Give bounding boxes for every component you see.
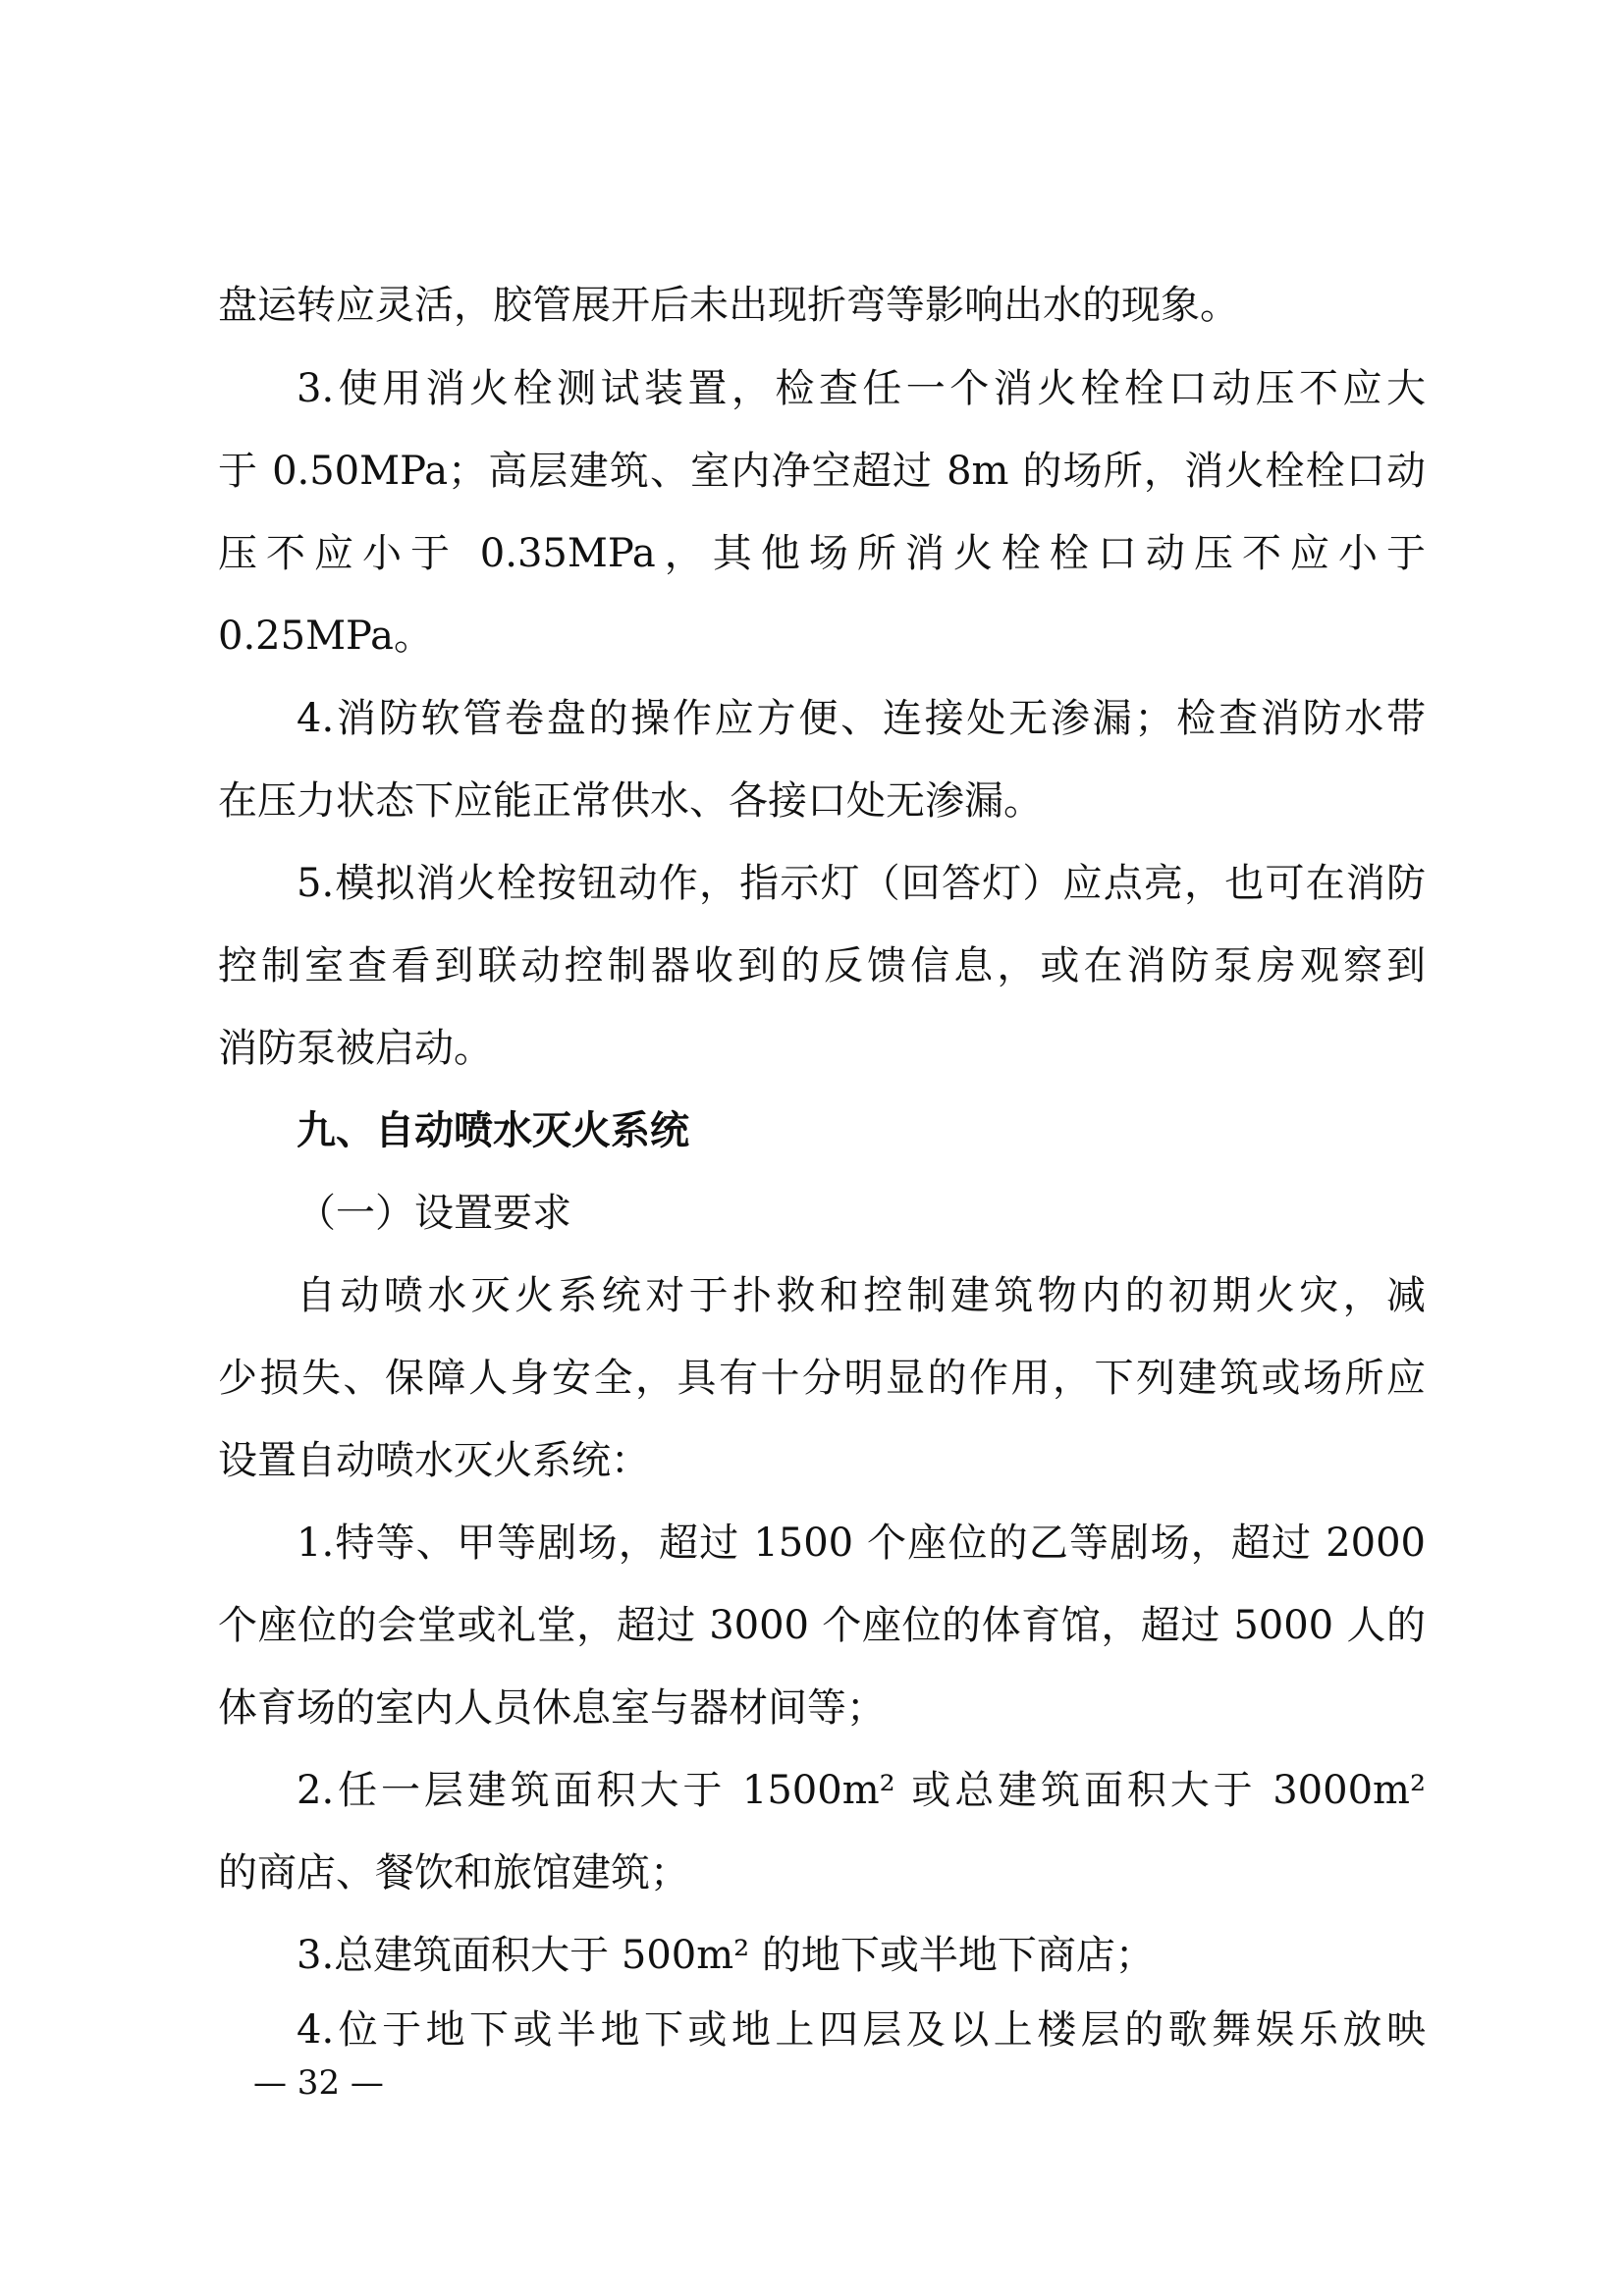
- body-text-line: 设置自动喷水灭火系统：: [218, 1438, 650, 1483]
- body-text-line: 0.25MPa。: [218, 614, 433, 659]
- body-text-line: 3.使用消火栓测试装置，检查任一个消火栓栓口动压不应大: [297, 366, 1426, 411]
- body-text-line: 3.总建筑面积大于 500m² 的地下或半地下商店；: [297, 1933, 1155, 1978]
- body-text-line: 1.特等、甲等剧场，超过 1500 个座位的乙等剧场，超过 2000: [297, 1521, 1426, 1566]
- body-text-line: 2.任一层建筑面积大于 1500m² 或总建筑面积大于 3000m²: [297, 1768, 1426, 1813]
- body-text-line: 控制室查看到联动控制器收到的反馈信息，或在消防泵房观察到: [218, 943, 1426, 988]
- section-heading: 九、自动喷水灭火系统: [297, 1108, 689, 1153]
- subsection-heading: （一）设置要求: [297, 1191, 571, 1236]
- body-text-line: 消防泵被启动。: [218, 1026, 493, 1071]
- body-text-line: 4.位于地下或半地下或地上四层及以上楼层的歌舞娱乐放映: [297, 2007, 1426, 2053]
- body-text-line: 的商店、餐饮和旅馆建筑；: [218, 1850, 689, 1896]
- body-text-line: 少损失、保障人身安全，具有十分明显的作用，下列建筑或场所应: [218, 1356, 1426, 1401]
- body-text-line: 个座位的会堂或礼堂，超过 3000 个座位的体育馆，超过 5000 人的: [218, 1603, 1426, 1648]
- body-text-line: 压不应小于 0.35MPa，其他场所消火栓栓口动压不应小于: [218, 531, 1426, 576]
- body-text-line: 在压力状态下应能正常供水、各接口处无渗漏。: [218, 778, 1043, 824]
- body-text-line: 于 0.50MPa；高层建筑、室内净空超过 8m 的场所，消火栓栓口动: [218, 449, 1426, 494]
- body-text-line: 4.消防软管卷盘的操作应方便、连接处无渗漏；检查消防水带: [297, 696, 1426, 741]
- page-number: — 32 —: [253, 2063, 384, 2103]
- body-text-line: 5.模拟消火栓按钮动作，指示灯（回答灯）应点亮，也可在消防: [297, 861, 1426, 906]
- body-text-line: 体育场的室内人员休息室与器材间等；: [218, 1685, 886, 1731]
- body-text-line: 自动喷水灭火系统对于扑救和控制建筑物内的初期火灾，减: [297, 1273, 1426, 1318]
- body-text-line: 盘运转应灵活，胶管展开后未出现折弯等影响出水的现象。: [218, 283, 1239, 328]
